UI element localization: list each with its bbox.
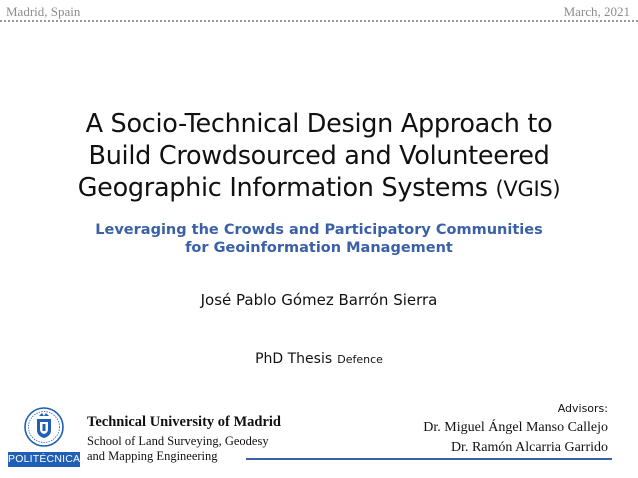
date-text: March, 2021: [563, 4, 630, 19]
footer-divider: [246, 458, 612, 460]
school-line-2: and Mapping Engineering: [87, 449, 218, 463]
advisor-name: Dr. Miguel Ángel Manso Callejo: [423, 420, 608, 435]
advisor-name: Dr. Ramón Alcarria Garrido: [450, 440, 608, 455]
header-bar: [0, 0, 638, 24]
thesis-label: [0, 348, 638, 367]
author-name: José Pablo Gómez Barrón Sierra: [200, 291, 438, 309]
logo-text: POLITÉCNICA: [8, 453, 81, 465]
title-line-2: Build Crowdsourced and Volunteered: [88, 141, 550, 171]
title-line-1: A Socio-Technical Design Approach to: [85, 109, 553, 139]
title-line-3-text: Geographic Information Systems: [77, 173, 488, 203]
thesis-sub: Defence: [337, 353, 383, 366]
advisors-label: Advisors:: [557, 402, 608, 415]
title-acronym: (VGIS): [495, 177, 561, 201]
header-divider: [0, 20, 638, 22]
title-line-3: [0, 172, 638, 205]
school-name: [87, 434, 269, 464]
presentation-subtitle: [0, 221, 638, 257]
presentation-title: [0, 108, 638, 205]
school-line-1: School of Land Surveying, Geodesy: [87, 434, 269, 448]
university-logo: [8, 404, 80, 468]
thesis-main: PhD Thesis: [255, 351, 333, 367]
location-text: Madrid, Spain: [6, 4, 81, 19]
subtitle-line-2: for Geoinformation Management: [185, 240, 453, 256]
university-seal-icon: [8, 404, 80, 452]
university-name: Technical University of Madrid: [87, 414, 282, 430]
subtitle-line-1: Leveraging the Crowds and Participatory Communities: [95, 222, 543, 238]
